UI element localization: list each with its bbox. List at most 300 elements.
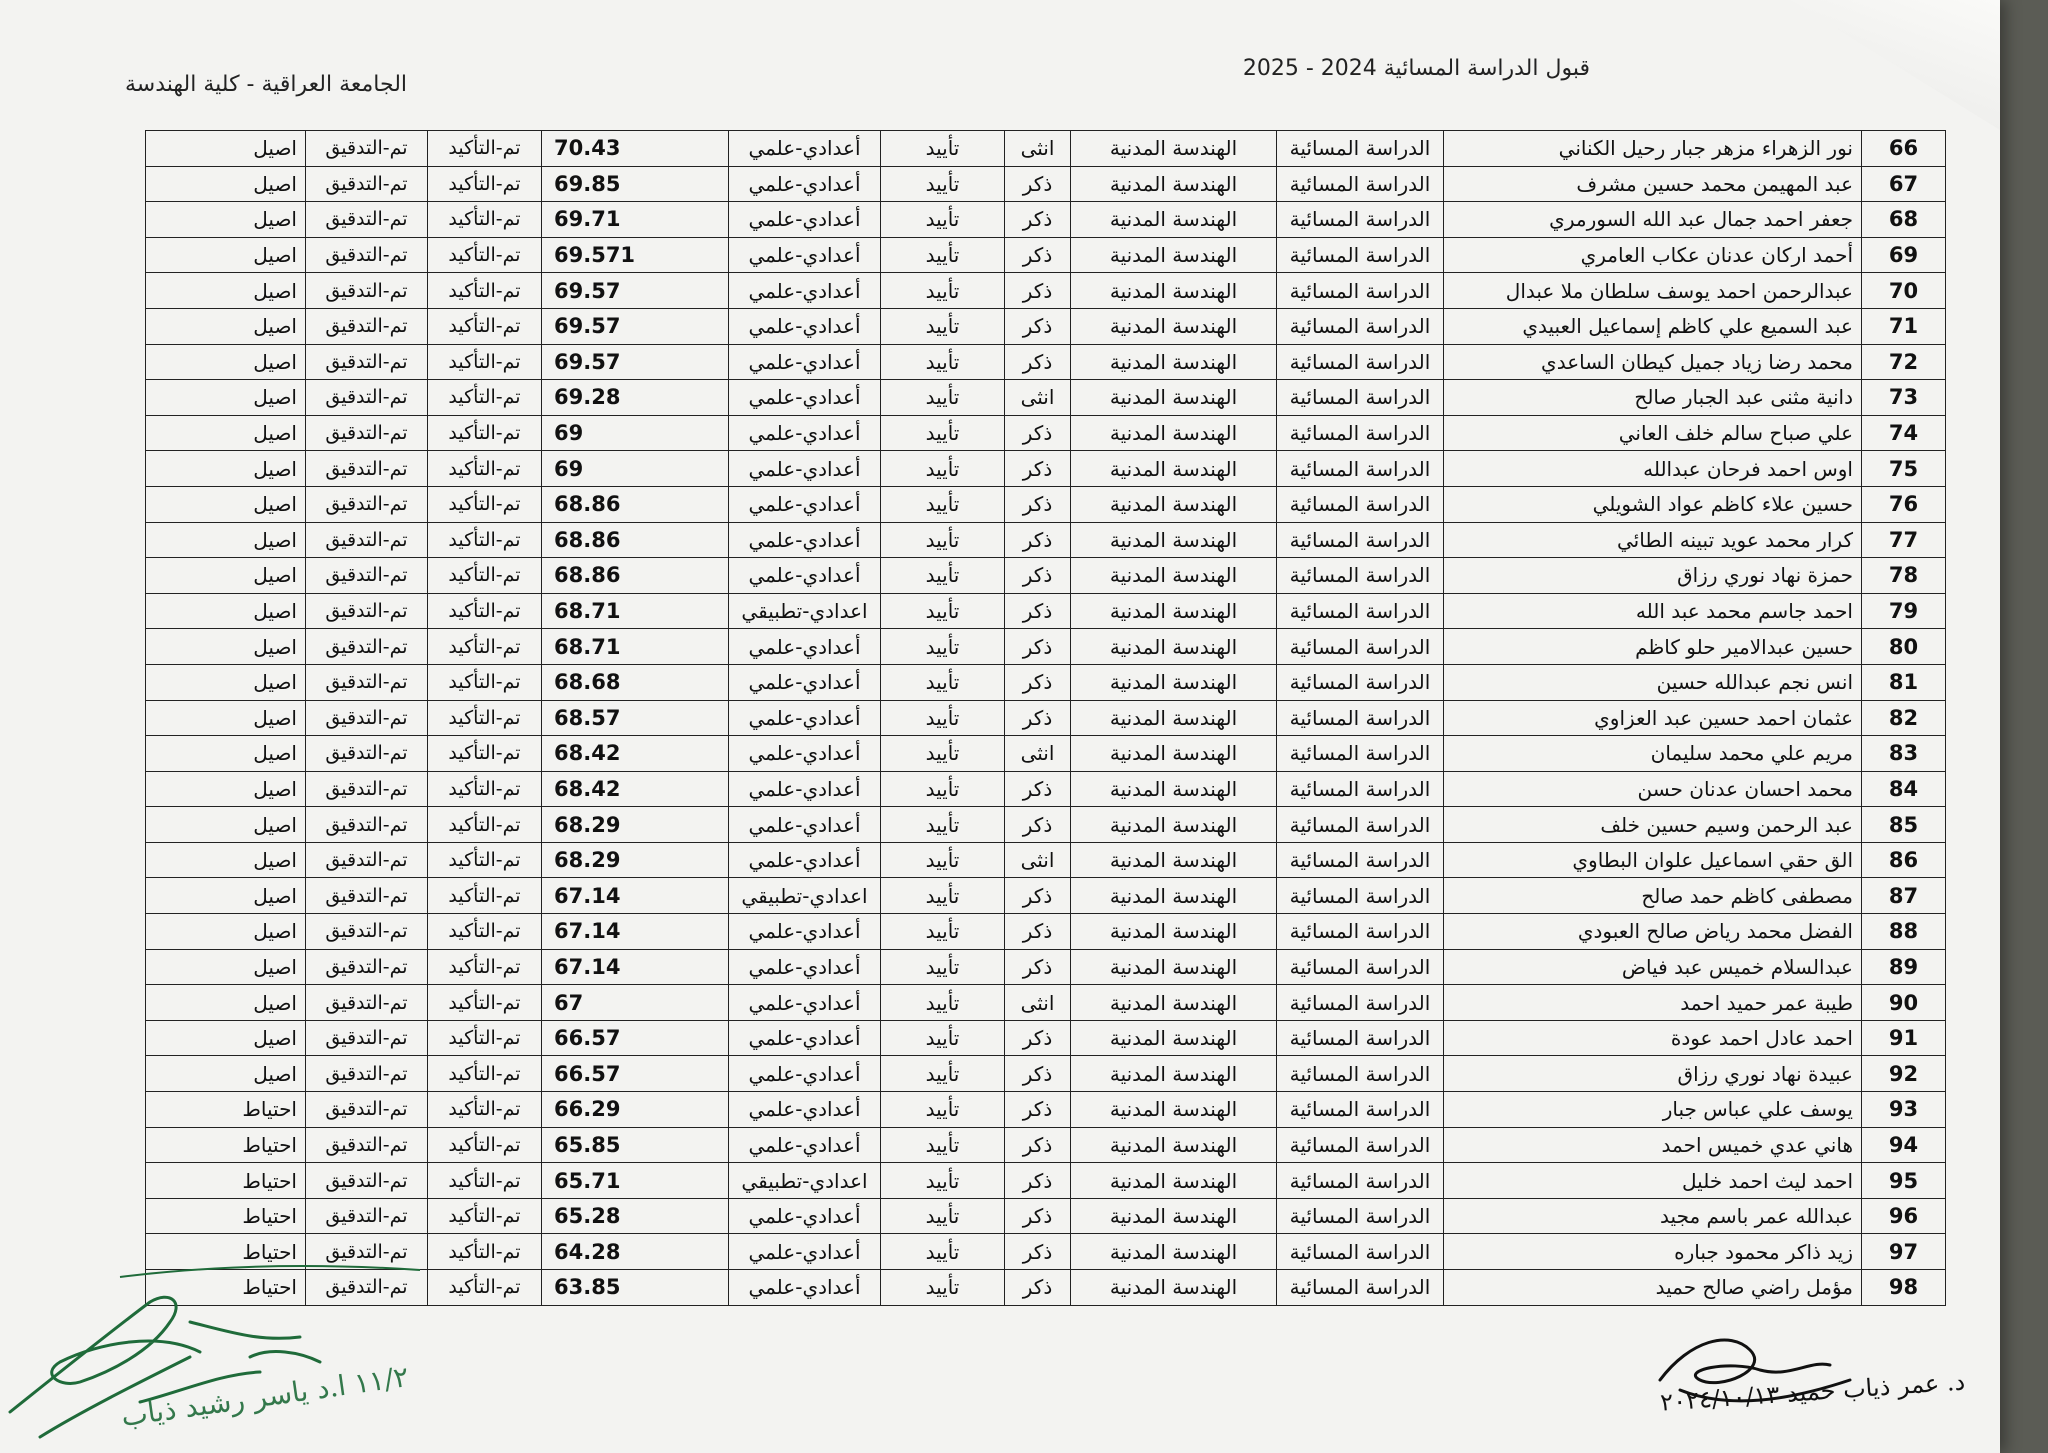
admission-channel: تأييد: [881, 1234, 1005, 1270]
average-score: 68.86: [542, 522, 729, 558]
gender: ذكر: [1005, 237, 1071, 273]
table-row: [146, 380, 1946, 416]
admission-status: اصيل: [146, 807, 306, 843]
admissions-table: [145, 130, 1946, 1306]
row-number: 91: [1862, 1020, 1946, 1056]
admission-channel: تأييد: [881, 736, 1005, 772]
confirmation-status: تم-التأكيد: [428, 415, 542, 451]
signature-right: [1640, 1320, 1970, 1450]
admission-channel: تأييد: [881, 1198, 1005, 1234]
admission-status: اصيل: [146, 736, 306, 772]
study-type: الدراسة المسائية: [1277, 451, 1444, 487]
audit-status: تم-التدقيق: [306, 415, 428, 451]
study-type: الدراسة المسائية: [1277, 1092, 1444, 1128]
average-score: 65.28: [542, 1198, 729, 1234]
study-type: الدراسة المسائية: [1277, 664, 1444, 700]
audit-status: تم-التدقيق: [306, 949, 428, 985]
confirmation-status: تم-التأكيد: [428, 1270, 542, 1306]
admission-status: احتياط: [146, 1198, 306, 1234]
study-type: الدراسة المسائية: [1277, 807, 1444, 843]
confirmation-status: تم-التأكيد: [428, 985, 542, 1021]
admission-channel: تأييد: [881, 1270, 1005, 1306]
audit-status: تم-التدقيق: [306, 1020, 428, 1056]
average-score: 68.29: [542, 842, 729, 878]
admission-channel: تأييد: [881, 1163, 1005, 1199]
admissions-table-wrapper: [146, 130, 1946, 1306]
department: الهندسة المدنية: [1071, 1234, 1277, 1270]
student-name: كرار محمد عويد تبينه الطائي: [1444, 522, 1862, 558]
row-number: 79: [1862, 593, 1946, 629]
study-type: الدراسة المسائية: [1277, 629, 1444, 665]
student-name: احمد عادل احمد عودة: [1444, 1020, 1862, 1056]
average-score: 68.29: [542, 807, 729, 843]
school-branch: أعدادي-علمي: [729, 380, 881, 416]
average-score: 69: [542, 451, 729, 487]
table-row: [146, 736, 1946, 772]
admission-status: اصيل: [146, 593, 306, 629]
school-branch: أعدادي-علمي: [729, 914, 881, 950]
confirmation-status: تم-التأكيد: [428, 166, 542, 202]
department: الهندسة المدنية: [1071, 664, 1277, 700]
average-score: 68.57: [542, 700, 729, 736]
table-row: [146, 878, 1946, 914]
audit-status: تم-التدقيق: [306, 1127, 428, 1163]
row-number: 66: [1862, 131, 1946, 167]
table-row: [146, 771, 1946, 807]
audit-status: تم-التدقيق: [306, 1198, 428, 1234]
study-type: الدراسة المسائية: [1277, 736, 1444, 772]
school-branch: أعدادي-علمي: [729, 1092, 881, 1128]
table-row: [146, 202, 1946, 238]
admission-status: اصيل: [146, 664, 306, 700]
confirmation-status: تم-التأكيد: [428, 664, 542, 700]
school-branch: أعدادي-علمي: [729, 771, 881, 807]
row-number: 92: [1862, 1056, 1946, 1092]
confirmation-status: تم-التأكيد: [428, 1127, 542, 1163]
study-type: الدراسة المسائية: [1277, 1270, 1444, 1306]
gender: ذكر: [1005, 771, 1071, 807]
admission-status: اصيل: [146, 985, 306, 1021]
audit-status: تم-التدقيق: [306, 985, 428, 1021]
admission-channel: تأييد: [881, 451, 1005, 487]
study-type: الدراسة المسائية: [1277, 700, 1444, 736]
gender: انثى: [1005, 380, 1071, 416]
student-name: حمزة نهاد نوري رزاق: [1444, 558, 1862, 594]
gender: ذكر: [1005, 1092, 1071, 1128]
average-score: 69.57: [542, 344, 729, 380]
table-row: [146, 1127, 1946, 1163]
student-name: احمد جاسم محمد عبد الله: [1444, 593, 1862, 629]
admission-status: احتياط: [146, 1163, 306, 1199]
admission-channel: تأييد: [881, 344, 1005, 380]
table-row: [146, 131, 1946, 167]
row-number: 89: [1862, 949, 1946, 985]
department: الهندسة المدنية: [1071, 842, 1277, 878]
row-number: 95: [1862, 1163, 1946, 1199]
audit-status: تم-التدقيق: [306, 700, 428, 736]
admission-status: اصيل: [146, 308, 306, 344]
table-row: [146, 522, 1946, 558]
table-row: [146, 237, 1946, 273]
average-score: 68.42: [542, 771, 729, 807]
school-branch: أعدادي-علمي: [729, 344, 881, 380]
document-title: قبول الدراسة المسائية 2024 - 2025: [1242, 56, 1590, 81]
department: الهندسة المدنية: [1071, 522, 1277, 558]
admission-channel: تأييد: [881, 949, 1005, 985]
admission-status: اصيل: [146, 700, 306, 736]
study-type: الدراسة المسائية: [1277, 202, 1444, 238]
school-branch: أعدادي-علمي: [729, 415, 881, 451]
department: الهندسة المدنية: [1071, 1270, 1277, 1306]
student-name: دانية مثنى عبد الجبار صالح: [1444, 380, 1862, 416]
confirmation-status: تم-التأكيد: [428, 949, 542, 985]
department: الهندسة المدنية: [1071, 771, 1277, 807]
row-number: 84: [1862, 771, 1946, 807]
student-name: عبدالرحمن احمد يوسف سلطان ملا عبدال: [1444, 273, 1862, 309]
confirmation-status: تم-التأكيد: [428, 344, 542, 380]
school-branch: أعدادي-علمي: [729, 664, 881, 700]
admission-channel: تأييد: [881, 273, 1005, 309]
gender: ذكر: [1005, 807, 1071, 843]
average-score: 69.571: [542, 237, 729, 273]
department: الهندسة المدنية: [1071, 949, 1277, 985]
school-branch: أعدادي-علمي: [729, 166, 881, 202]
student-name: جعفر احمد جمال عبد الله السورمري: [1444, 202, 1862, 238]
admission-status: اصيل: [146, 486, 306, 522]
table-body: [146, 131, 1946, 1306]
school-branch: اعدادي-تطبيقي: [729, 1163, 881, 1199]
audit-status: تم-التدقيق: [306, 807, 428, 843]
gender: ذكر: [1005, 486, 1071, 522]
average-score: 67: [542, 985, 729, 1021]
school-branch: أعدادي-علمي: [729, 131, 881, 167]
admission-status: اصيل: [146, 842, 306, 878]
table-row: [146, 166, 1946, 202]
admission-channel: تأييد: [881, 700, 1005, 736]
school-branch: أعدادي-علمي: [729, 736, 881, 772]
table-row: [146, 949, 1946, 985]
audit-status: تم-التدقيق: [306, 629, 428, 665]
admission-status: اصيل: [146, 380, 306, 416]
row-number: 98: [1862, 1270, 1946, 1306]
admission-status: اصيل: [146, 771, 306, 807]
school-branch: أعدادي-علمي: [729, 842, 881, 878]
student-name: يوسف علي عباس جبار: [1444, 1092, 1862, 1128]
school-branch: أعدادي-علمي: [729, 1127, 881, 1163]
table-row: [146, 1092, 1946, 1128]
department: الهندسة المدنية: [1071, 1092, 1277, 1128]
row-number: 81: [1862, 664, 1946, 700]
gender: ذكر: [1005, 1163, 1071, 1199]
study-type: الدراسة المسائية: [1277, 166, 1444, 202]
admission-status: اصيل: [146, 451, 306, 487]
average-score: 65.85: [542, 1127, 729, 1163]
school-branch: أعدادي-علمي: [729, 202, 881, 238]
gender: ذكر: [1005, 451, 1071, 487]
department: الهندسة المدنية: [1071, 736, 1277, 772]
admission-channel: تأييد: [881, 878, 1005, 914]
table-row: [146, 914, 1946, 950]
student-name: عبد الرحمن وسيم حسين خلف: [1444, 807, 1862, 843]
average-score: 69.85: [542, 166, 729, 202]
student-name: عبد السميع علي كاظم إسماعيل العبيدي: [1444, 308, 1862, 344]
department: الهندسة المدنية: [1071, 344, 1277, 380]
table-row: [146, 629, 1946, 665]
average-score: 68.86: [542, 486, 729, 522]
study-type: الدراسة المسائية: [1277, 1234, 1444, 1270]
school-branch: أعدادي-علمي: [729, 558, 881, 594]
study-type: الدراسة المسائية: [1277, 522, 1444, 558]
study-type: الدراسة المسائية: [1277, 914, 1444, 950]
admission-status: اصيل: [146, 558, 306, 594]
student-name: عبيدة نهاد نوري رزاق: [1444, 1056, 1862, 1092]
audit-status: تم-التدقيق: [306, 308, 428, 344]
study-type: الدراسة المسائية: [1277, 949, 1444, 985]
gender: ذكر: [1005, 1234, 1071, 1270]
student-name: انس نجم عبدالله حسين: [1444, 664, 1862, 700]
department: الهندسة المدنية: [1071, 451, 1277, 487]
department: الهندسة المدنية: [1071, 593, 1277, 629]
study-type: الدراسة المسائية: [1277, 131, 1444, 167]
admission-channel: تأييد: [881, 380, 1005, 416]
table-row: [146, 664, 1946, 700]
student-name: عبدالسلام خميس عبد فياض: [1444, 949, 1862, 985]
average-score: 66.57: [542, 1020, 729, 1056]
department: الهندسة المدنية: [1071, 273, 1277, 309]
student-name: مصطفى كاظم حمد صالح: [1444, 878, 1862, 914]
department: الهندسة المدنية: [1071, 878, 1277, 914]
row-number: 86: [1862, 842, 1946, 878]
table-row: [146, 593, 1946, 629]
study-type: الدراسة المسائية: [1277, 273, 1444, 309]
row-number: 67: [1862, 166, 1946, 202]
admission-channel: تأييد: [881, 308, 1005, 344]
study-type: الدراسة المسائية: [1277, 344, 1444, 380]
admission-status: اصيل: [146, 415, 306, 451]
table-row: [146, 1198, 1946, 1234]
audit-status: تم-التدقيق: [306, 166, 428, 202]
student-name: عبد المهيمن محمد حسين مشرف: [1444, 166, 1862, 202]
gender: ذكر: [1005, 1198, 1071, 1234]
row-number: 96: [1862, 1198, 1946, 1234]
signature-right-text: د. عمر ذياب حميد ٢٠٢٤/١٠/١٣: [1659, 1367, 1966, 1417]
student-name: محمد رضا زياد جميل كيطان الساعدي: [1444, 344, 1862, 380]
row-number: 78: [1862, 558, 1946, 594]
gender: ذكر: [1005, 202, 1071, 238]
student-name: علي صباح سالم خلف العاني: [1444, 415, 1862, 451]
admission-channel: تأييد: [881, 558, 1005, 594]
study-type: الدراسة المسائية: [1277, 878, 1444, 914]
confirmation-status: تم-التأكيد: [428, 522, 542, 558]
audit-status: تم-التدقيق: [306, 344, 428, 380]
audit-status: تم-التدقيق: [306, 1234, 428, 1270]
student-name: حسين علاء كاظم عواد الشويلي: [1444, 486, 1862, 522]
row-number: 88: [1862, 914, 1946, 950]
audit-status: تم-التدقيق: [306, 914, 428, 950]
confirmation-status: تم-التأكيد: [428, 736, 542, 772]
average-score: 69: [542, 415, 729, 451]
department: الهندسة المدنية: [1071, 486, 1277, 522]
average-score: 70.43: [542, 131, 729, 167]
gender: ذكر: [1005, 629, 1071, 665]
school-branch: أعدادي-علمي: [729, 629, 881, 665]
average-score: 64.28: [542, 1234, 729, 1270]
average-score: 69.71: [542, 202, 729, 238]
confirmation-status: تم-التأكيد: [428, 1056, 542, 1092]
school-branch: أعدادي-علمي: [729, 1234, 881, 1270]
student-name: عثمان احمد حسين عبد العزاوي: [1444, 700, 1862, 736]
student-name: حسين عبدالامير حلو كاظم: [1444, 629, 1862, 665]
row-number: 70: [1862, 273, 1946, 309]
audit-status: تم-التدقيق: [306, 273, 428, 309]
row-number: 77: [1862, 522, 1946, 558]
confirmation-status: تم-التأكيد: [428, 593, 542, 629]
student-name: الفضل محمد رياض صالح العبودي: [1444, 914, 1862, 950]
admission-channel: تأييد: [881, 131, 1005, 167]
confirmation-status: تم-التأكيد: [428, 807, 542, 843]
audit-status: تم-التدقيق: [306, 237, 428, 273]
table-row: [146, 807, 1946, 843]
admission-status: اصيل: [146, 949, 306, 985]
admission-status: احتياط: [146, 1234, 306, 1270]
study-type: الدراسة المسائية: [1277, 1198, 1444, 1234]
school-branch: أعدادي-علمي: [729, 949, 881, 985]
confirmation-status: تم-التأكيد: [428, 202, 542, 238]
student-name: زيد ذاكر محمود جباره: [1444, 1234, 1862, 1270]
study-type: الدراسة المسائية: [1277, 1020, 1444, 1056]
admission-status: اصيل: [146, 344, 306, 380]
confirmation-status: تم-التأكيد: [428, 131, 542, 167]
average-score: 66.57: [542, 1056, 729, 1092]
admission-status: اصيل: [146, 166, 306, 202]
admission-channel: تأييد: [881, 486, 1005, 522]
admission-channel: تأييد: [881, 629, 1005, 665]
table-row: [146, 415, 1946, 451]
admission-status: اصيل: [146, 202, 306, 238]
gender: ذكر: [1005, 308, 1071, 344]
admission-status: اصيل: [146, 237, 306, 273]
gender: ذكر: [1005, 1270, 1071, 1306]
row-number: 93: [1862, 1092, 1946, 1128]
gender: انثى: [1005, 736, 1071, 772]
admission-channel: تأييد: [881, 842, 1005, 878]
confirmation-status: تم-التأكيد: [428, 1163, 542, 1199]
table-row: [146, 1020, 1946, 1056]
admission-channel: تأييد: [881, 522, 1005, 558]
admission-channel: تأييد: [881, 166, 1005, 202]
department: الهندسة المدنية: [1071, 308, 1277, 344]
department: الهندسة المدنية: [1071, 629, 1277, 665]
row-number: 80: [1862, 629, 1946, 665]
study-type: الدراسة المسائية: [1277, 842, 1444, 878]
school-branch: أعدادي-علمي: [729, 985, 881, 1021]
student-name: عبدالله عمر باسم مجيد: [1444, 1198, 1862, 1234]
confirmation-status: تم-التأكيد: [428, 914, 542, 950]
audit-status: تم-التدقيق: [306, 664, 428, 700]
audit-status: تم-التدقيق: [306, 878, 428, 914]
department: الهندسة المدنية: [1071, 166, 1277, 202]
table-row: [146, 451, 1946, 487]
student-name: الق حقي اسماعيل علوان البطاوي: [1444, 842, 1862, 878]
school-branch: أعدادي-علمي: [729, 700, 881, 736]
gender: ذكر: [1005, 1127, 1071, 1163]
school-branch: أعدادي-علمي: [729, 486, 881, 522]
student-name: أحمد اركان عدنان عكاب العامري: [1444, 237, 1862, 273]
admission-channel: تأييد: [881, 1020, 1005, 1056]
gender: ذكر: [1005, 914, 1071, 950]
school-branch: أعدادي-علمي: [729, 1020, 881, 1056]
row-number: 97: [1862, 1234, 1946, 1270]
row-number: 76: [1862, 486, 1946, 522]
study-type: الدراسة المسائية: [1277, 308, 1444, 344]
student-name: هاني عدي خميس احمد: [1444, 1127, 1862, 1163]
school-branch: أعدادي-علمي: [729, 308, 881, 344]
school-branch: أعدادي-علمي: [729, 237, 881, 273]
study-type: الدراسة المسائية: [1277, 593, 1444, 629]
gender: ذكر: [1005, 166, 1071, 202]
department: الهندسة المدنية: [1071, 914, 1277, 950]
average-score: 69.28: [542, 380, 729, 416]
department: الهندسة المدنية: [1071, 131, 1277, 167]
admission-channel: تأييد: [881, 771, 1005, 807]
department: الهندسة المدنية: [1071, 1020, 1277, 1056]
admission-status: اصيل: [146, 1056, 306, 1092]
row-number: 69: [1862, 237, 1946, 273]
average-score: 67.14: [542, 878, 729, 914]
audit-status: تم-التدقيق: [306, 522, 428, 558]
gender: ذكر: [1005, 522, 1071, 558]
audit-status: تم-التدقيق: [306, 842, 428, 878]
audit-status: تم-التدقيق: [306, 1056, 428, 1092]
confirmation-status: تم-التأكيد: [428, 380, 542, 416]
study-type: الدراسة المسائية: [1277, 486, 1444, 522]
admission-channel: تأييد: [881, 1092, 1005, 1128]
confirmation-status: تم-التأكيد: [428, 700, 542, 736]
department: الهندسة المدنية: [1071, 202, 1277, 238]
student-name: مؤمل راضي صالح حميد: [1444, 1270, 1862, 1306]
department: الهندسة المدنية: [1071, 380, 1277, 416]
confirmation-status: تم-التأكيد: [428, 1092, 542, 1128]
table-row: [146, 344, 1946, 380]
study-type: الدراسة المسائية: [1277, 1127, 1444, 1163]
study-type: الدراسة المسائية: [1277, 1056, 1444, 1092]
row-number: 82: [1862, 700, 1946, 736]
table-row: [146, 273, 1946, 309]
gender: ذكر: [1005, 273, 1071, 309]
average-score: 69.57: [542, 273, 729, 309]
table-row: [146, 700, 1946, 736]
table-row: [146, 1163, 1946, 1199]
study-type: الدراسة المسائية: [1277, 237, 1444, 273]
gender: ذكر: [1005, 700, 1071, 736]
admission-status: اصيل: [146, 131, 306, 167]
gender: ذكر: [1005, 558, 1071, 594]
paper-fold: [1700, 0, 2000, 130]
study-type: الدراسة المسائية: [1277, 771, 1444, 807]
admission-status: اصيل: [146, 914, 306, 950]
department: الهندسة المدنية: [1071, 1127, 1277, 1163]
admission-channel: تأييد: [881, 415, 1005, 451]
confirmation-status: تم-التأكيد: [428, 308, 542, 344]
gender: ذكر: [1005, 344, 1071, 380]
signature-left-drawing: [0, 1262, 560, 1453]
table-row: [146, 985, 1946, 1021]
admission-status: اصيل: [146, 878, 306, 914]
admission-channel: تأييد: [881, 914, 1005, 950]
study-type: الدراسة المسائية: [1277, 1163, 1444, 1199]
school-branch: أعدادي-علمي: [729, 1198, 881, 1234]
department: الهندسة المدنية: [1071, 558, 1277, 594]
